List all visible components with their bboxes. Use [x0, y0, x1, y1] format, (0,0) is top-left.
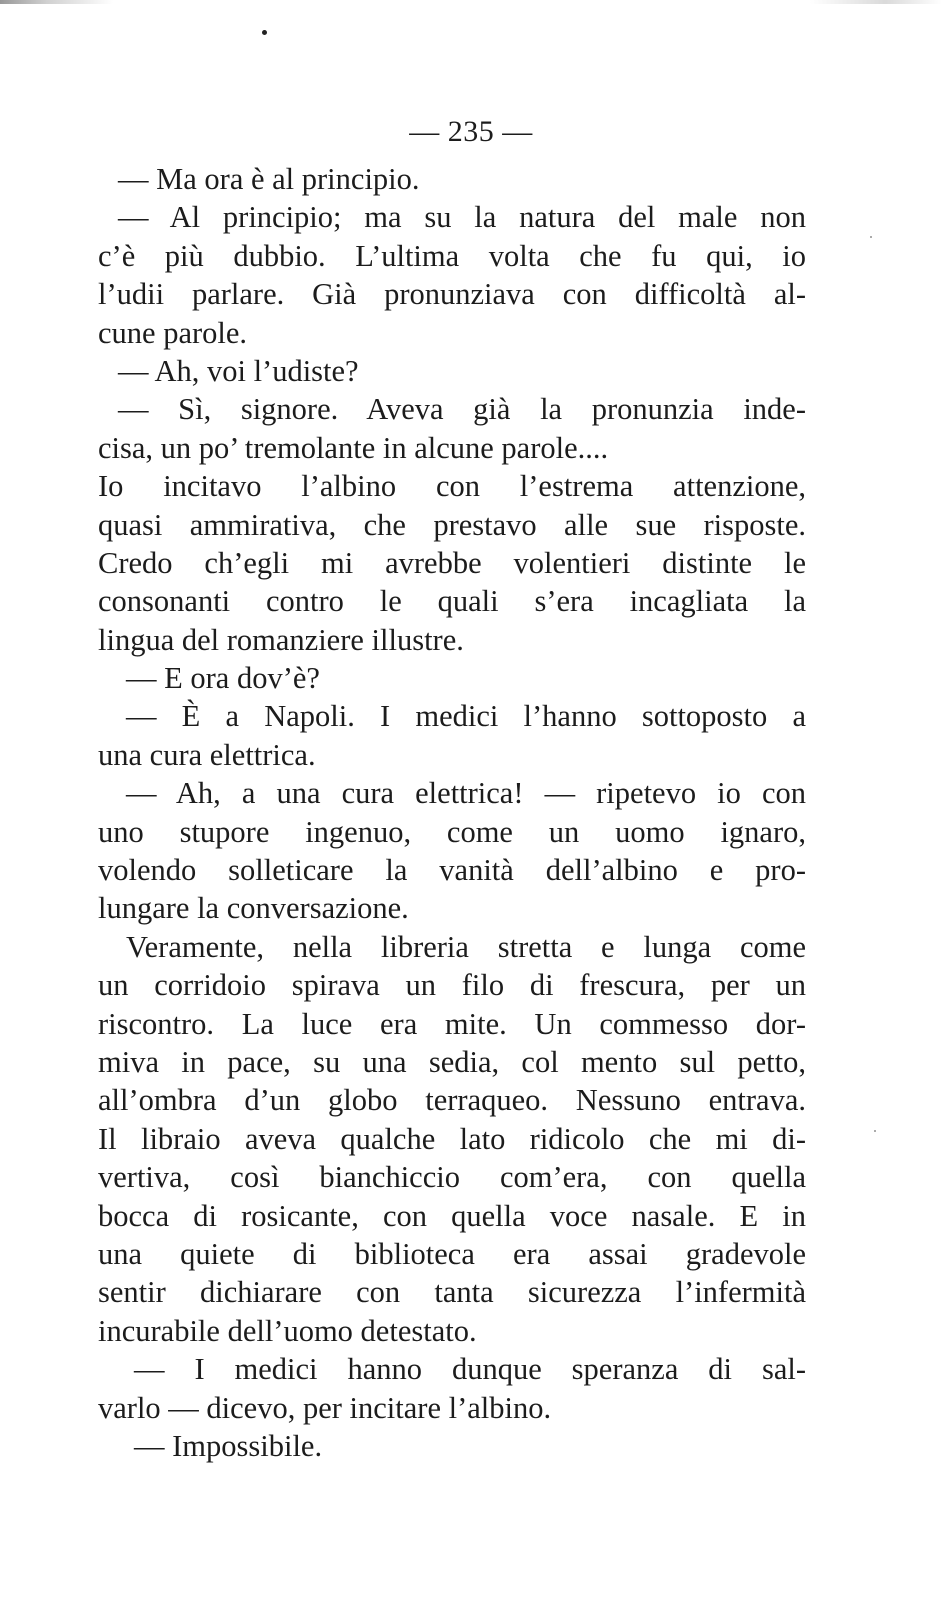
text-line: — Ah, a una cura elettrica! — ripetevo io con — [126, 776, 806, 811]
text-line: — E ora dov’è? — [126, 661, 320, 696]
text-line: bocca di rosicante, con quella voce nasale. E in — [98, 1198, 806, 1233]
ink-speck — [874, 1130, 876, 1132]
text-line: Credo ch’egli mi avrebbe volentieri distinte le — [98, 545, 806, 580]
text-line: consonanti contro le quali s’era incagliata la — [98, 584, 806, 619]
text-line: lingua del romanziere illustre. — [98, 622, 464, 657]
scan-edge-shadow — [0, 0, 942, 4]
text-line: — Ma ora è al principio. — [118, 162, 420, 196]
text-line: sentir dichiarare con tanta sicurezza l’infermità — [98, 1275, 806, 1310]
text-line: l’udii parlare. Già pronunziava con difficoltà al- — [98, 277, 806, 312]
text-line: lungare la conversazione. — [98, 891, 409, 926]
text-line: incurabile dell’uomo detestato. — [98, 1313, 477, 1348]
text-line: — Impossibile. — [134, 1428, 323, 1463]
ink-speck — [262, 30, 267, 35]
text-line: — I medici hanno dunque speranza di sal- — [134, 1352, 806, 1387]
text-line: uno stupore ingenuo, come un uomo ignaro, — [98, 814, 806, 849]
text-line: vertiva, così bianchiccio com’era, con quella — [98, 1160, 806, 1195]
text-line: Il libraio aveva qualche lato ridicolo che mi di- — [98, 1121, 806, 1156]
text-line: all’ombra d’un globo terraqueo. Nessuno entrava. — [98, 1083, 806, 1118]
text-line: riscontro. La luce era mite. Un commesso dor- — [98, 1006, 806, 1041]
text-line: varlo — dicevo, per incitare l’albino. — [98, 1390, 552, 1425]
text-line: una quiete di biblioteca era assai gradevole — [98, 1236, 806, 1271]
ink-speck — [870, 236, 872, 238]
text-line: un corridoio spirava un filo di frescura, per un — [98, 968, 806, 1003]
text-line: Veramente, nella libreria stretta e lunga come — [126, 929, 806, 964]
text-line: c’è più dubbio. L’ultima volta che fu qui, io — [98, 238, 806, 273]
text-line: — Al principio; ma su la natura del male non — [118, 200, 806, 235]
text-line: — È a Napoli. I medici l’hanno sottoposto a — [126, 699, 806, 734]
text-line: quasi ammirativa, che prestavo alle sue risposte. — [98, 507, 806, 542]
text-line: cisa, un po’ tremolante in alcune parole.... — [98, 430, 609, 465]
page-number: — 235 — — [409, 115, 533, 148]
text-line: cune parole. — [98, 315, 248, 350]
text-line: una cura elettrica. — [98, 737, 316, 772]
text-line: miva in pace, su una sedia, col mento sul petto, — [98, 1044, 806, 1079]
text-line: Io incitavo l’albino con l’estrema attenzione, — [98, 469, 806, 504]
text-line: — Ah, voi l’udiste? — [118, 353, 359, 388]
text-line: volendo solleticare la vanità dell’albino e pro- — [98, 853, 806, 888]
text-line: — Sì, signore. Aveva già la pronunzia inde- — [118, 392, 806, 427]
body-text — [98, 160, 806, 1465]
